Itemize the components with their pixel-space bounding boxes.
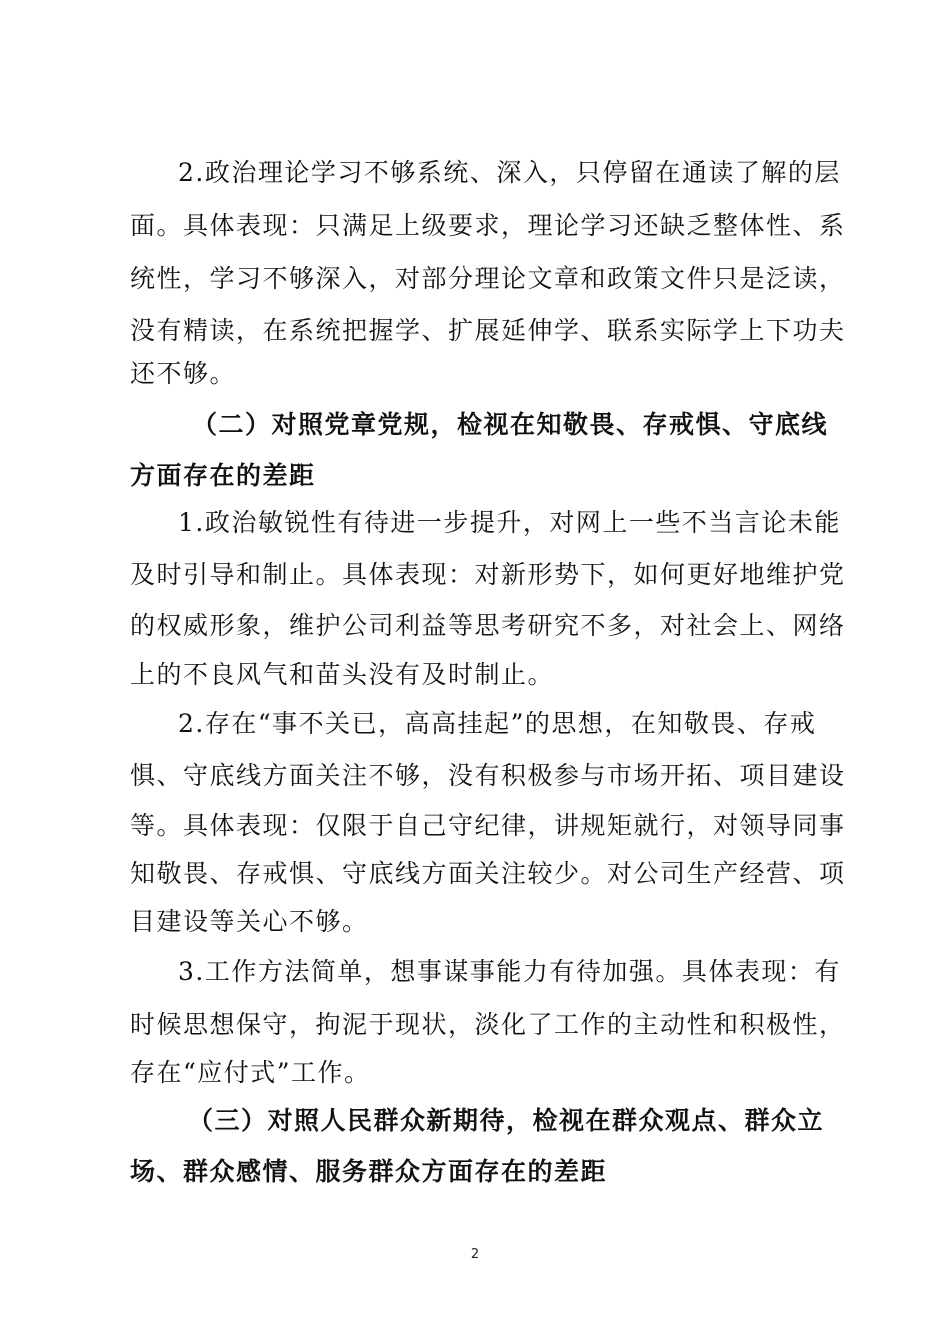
paragraph-2-line-2: 及时引导和制止。具体表现：对新形势下，如何更好地维护党 (130, 560, 846, 589)
paragraph-3-line-2: 惧、守底线方面关注不够，没有积极参与市场开拓、项目建设 (130, 761, 846, 790)
paragraph-1-line-2: 面。具体表现：只满足上级要求，理论学习还缺乏整体性、系 (130, 211, 846, 240)
paragraph-1-line-3: 统性，学习不够深入，对部分理论文章和政策文件只是泛读， (130, 264, 846, 293)
section-heading-3-line-2: 场、群众感情、服务群众方面存在的差距 (130, 1157, 608, 1186)
paragraph-2-line-1: 1.政治敏锐性有待进一步提升，对网上一些不当言论未能 (178, 508, 841, 537)
paragraph-4-line-3: 存在“应付式”工作。 (130, 1058, 371, 1087)
paragraph-3-line-4: 知敬畏、存戒惧、守底线方面关注较少。对公司生产经营、项 (130, 859, 846, 888)
section-heading-3-line-1: （三）对照人民群众新期待，检视在群众观点、群众立 (188, 1106, 825, 1135)
paragraph-2-line-4: 上的不良风气和苗头没有及时制止。 (130, 660, 555, 689)
paragraph-1-line-4: 没有精读，在系统把握学、扩展延伸学、联系实际学上下功夫 (130, 316, 846, 345)
paragraph-3-line-5: 目建设等关心不够。 (130, 907, 369, 936)
paragraph-4-line-2: 时候思想保守，拘泥于现状，淡化了工作的主动性和积极性， (130, 1010, 846, 1039)
paragraph-3-line-3: 等。具体表现：仅限于自己守纪律，讲规矩就行，对领导同事 (130, 811, 846, 840)
paragraph-1-line-1: 2.政治理论学习不够系统、深入，只停留在通读了解的层 (178, 158, 841, 187)
paragraph-3-line-1: 2.存在“事不关已，高高挂起”的思想，在知敬畏、存戒 (178, 709, 817, 738)
page-number: 2 (470, 1247, 480, 1262)
paragraph-4-line-1: 3.工作方法简单，想事谋事能力有待加强。具体表现：有 (178, 957, 841, 986)
section-heading-2-line-1: （二）对照党章党规，检视在知敬畏、存戒惧、守底线 (192, 410, 829, 439)
paragraph-1-line-5: 还不够。 (130, 359, 237, 388)
paragraph-2-line-3: 的权威形象，维护公司利益等思考研究不多，对社会上、网络 (130, 611, 846, 640)
section-heading-2-line-2: 方面存在的差距 (130, 461, 316, 490)
